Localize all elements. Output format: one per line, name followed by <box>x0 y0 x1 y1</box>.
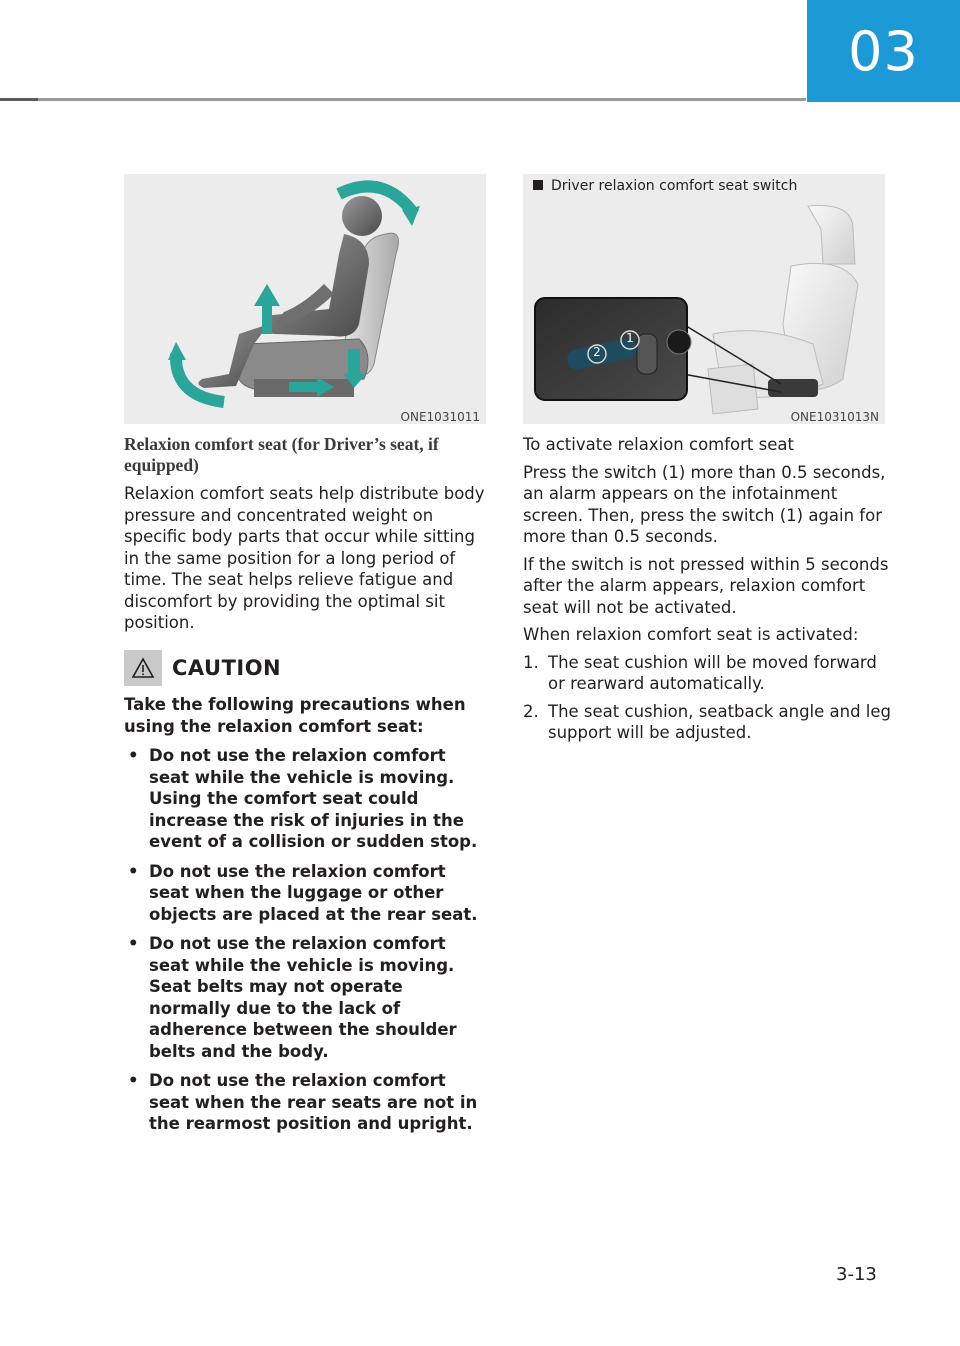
figure-code: ONE1031013N <box>790 410 879 424</box>
caution-title: CAUTION <box>172 656 282 680</box>
chapter-tab <box>807 0 960 102</box>
seat-switch-photo <box>523 174 885 424</box>
figure-caption: Driver relaxion comfort seat switch <box>533 178 797 194</box>
numbered-step: 1. The seat cushion will be moved forward or rearward automatically. <box>523 652 877 693</box>
caution-bullet: • Do not use the relaxion comfort seat when the rear seats are not in the rearmost position and upright. <box>128 1071 478 1133</box>
intro-paragraph: Relaxion comfort seats help distribute body pressure and concentrated weight on specific body parts that occur while sitting in the same position for a long period of time. The seat helps relieve fatigue and discomfort by providing the optimal sit position. <box>124 484 485 632</box>
numbered-step: 2. The seat cushion, seatback angle and leg support will be adjusted. <box>523 701 892 742</box>
activation-step-paragraph: Press the switch (1) more than 0.5 seconds, an alarm appears on the infotainment screen. Then, press the switch (1) again for more than 0.5 seconds. <box>523 462 886 546</box>
activation-title: To activate relaxion comfort seat <box>523 435 794 454</box>
caution-bullet: • Do not use the relaxion comfort seat when the luggage or other objects are placed at the rear seat. <box>128 861 478 924</box>
caution-bullet: • Do not use the relaxion comfort seat while the vehicle is moving. Seat belts may not operate normally due to the lack of adherence between the shoulder belts and the body. <box>128 934 457 1061</box>
seat-diagram-icon <box>124 174 486 424</box>
section-heading: Relaxion comfort seat (for Driver’s seat, if equipped) <box>124 434 439 475</box>
seat-switch-icon <box>523 174 885 424</box>
warning-triangle-icon <box>124 650 162 686</box>
page-number: 3-13 <box>836 1264 877 1285</box>
caution-body <box>124 694 490 1135</box>
caution-bullet: • Do not use the relaxion comfort seat while the vehicle is moving. Using the comfort seat could increase the risk of injuries in the event of a collision or sudden stop. <box>128 746 478 851</box>
activated-lead: When relaxion comfort seat is activated: <box>523 625 859 644</box>
callout-2: 2 <box>593 345 601 359</box>
activation-instructions <box>523 434 893 744</box>
header-rule-accent <box>0 98 38 101</box>
timeout-paragraph: If the switch is not pressed within 5 seconds after the alarm appears, relaxion comfort seat will not be activated. <box>523 554 889 617</box>
relaxion-seat-illustration <box>124 174 486 424</box>
caution-header <box>124 651 281 685</box>
figure-code: ONE1031011 <box>400 410 480 424</box>
intro-paragraph-block <box>124 483 490 634</box>
caution-lead: Take the following precautions when using the relaxion comfort seat: <box>124 695 466 736</box>
chapter-number: 03 <box>848 19 919 83</box>
header-rule <box>0 98 806 101</box>
callout-1: 1 <box>626 331 634 345</box>
